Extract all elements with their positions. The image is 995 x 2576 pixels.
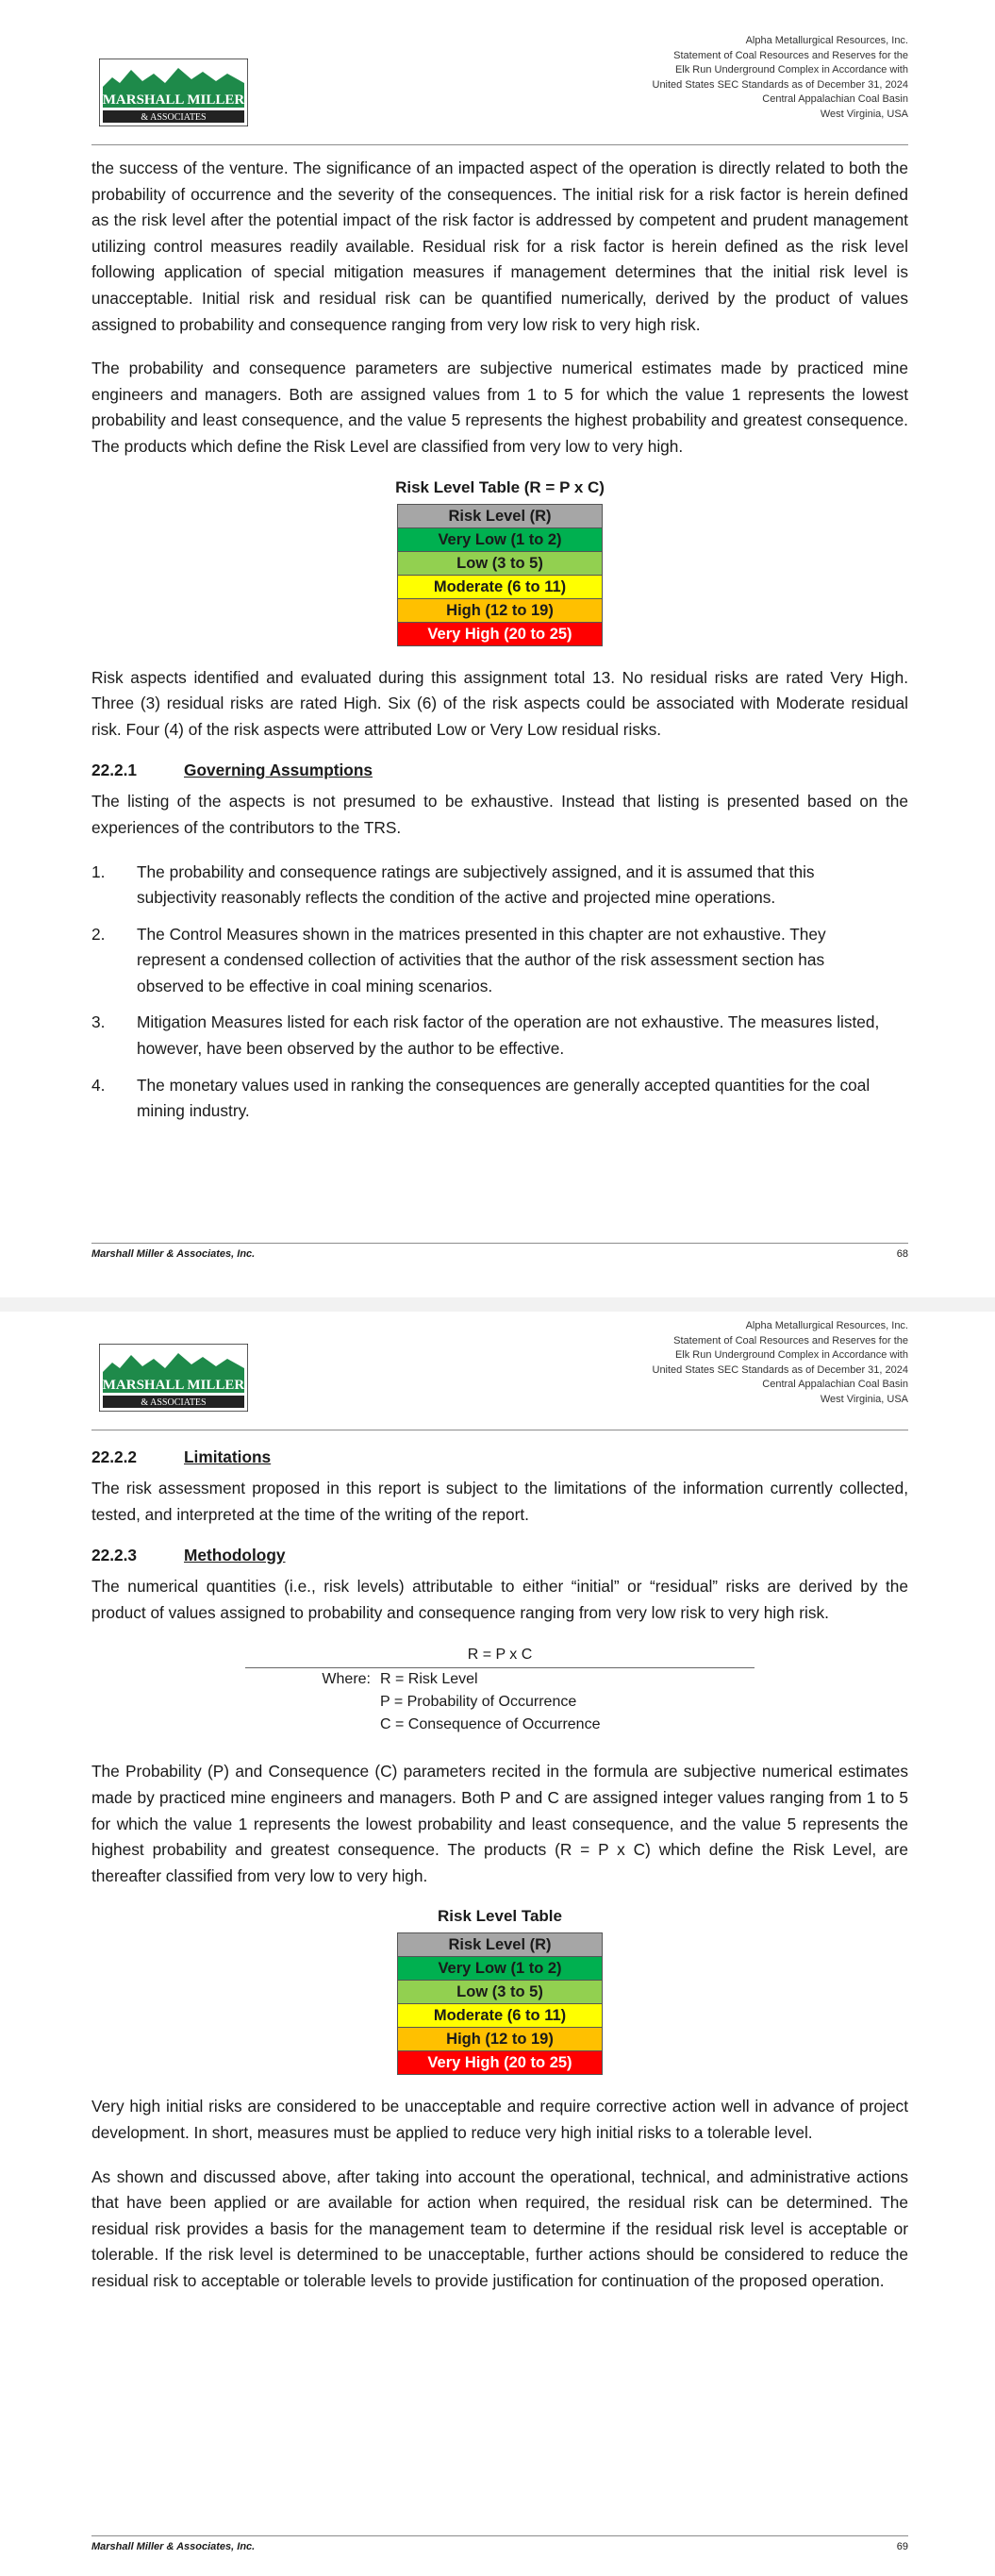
header-address	[653, 1319, 909, 1408]
paragraph: The listing of the aspects is not presumed to be exhaustive. Instead that listing is presented based on the experiences of the contributors to the TRS.	[91, 792, 908, 837]
svg-text:& ASSOCIATES: & ASSOCIATES	[141, 1397, 207, 1408]
list-item	[91, 922, 908, 1000]
header-line: Alpha Metallurgical Resources, Inc.	[745, 35, 908, 46]
page-header	[91, 1319, 908, 1432]
list-item	[91, 860, 908, 912]
paragraph: Risk aspects identified and evaluated during this assignment total 13. No residual risks are rated Very High. Three (3) residual risks are rated High. Six (6) of the risk aspects could be associated with Moderate residual risk. Four (4) of the risk aspects were attributed Low or Very Low residual risks.	[91, 667, 908, 739]
page-footer	[91, 2535, 908, 2555]
list-text: The Control Measures shown in the matrices presented in this chapter are not exhaustive. They represent a condensed collection of activities that the author of the risk assessment section has observed to be effective in coal mining scenarios.	[137, 924, 826, 995]
table-title: Risk Level Table	[438, 1907, 562, 1926]
risk-low: Low (3 to 5)	[398, 1981, 603, 2004]
risk-level-table	[397, 1932, 603, 2075]
list-item	[91, 1010, 908, 1062]
table-title: Risk Level Table (R = P x C)	[395, 477, 605, 496]
paragraph: Very high initial risks are considered to be unacceptable and require corrective action well in advance of project development. In short, measures must be applied to reduce very high initial risks to a tolerable level.	[91, 2097, 908, 2142]
header-line: Elk Run Underground Complex in Accordance with	[674, 64, 908, 76]
section-number: 22.2.3	[91, 1546, 138, 1565]
page-body	[91, 156, 908, 1135]
svg-text:MARSHALL MILLER: MARSHALL MILLER	[102, 1378, 245, 1393]
footer-firm: Marshall Miller & Associates, Inc.	[91, 2541, 256, 2552]
risk-table-header: Risk Level (R)	[398, 504, 603, 527]
header-line: Central Appalachian Coal Basin	[762, 1379, 908, 1391]
svg-text:MARSHALL MILLER: MARSHALL MILLER	[102, 92, 245, 108]
paragraph: The risk assessment proposed in this report is subject to the limitations of the information currently collected, tested, and interpreted at the time of the writing of the report.	[91, 1479, 908, 1524]
section-title: Methodology	[184, 1546, 286, 1565]
list-text: Mitigation Measures listed for each risk factor of the operation are not exhaustive. The measures listed, however, have been observed by the author to be effective.	[137, 1012, 880, 1059]
page-number: 69	[896, 2541, 908, 2552]
page-body	[91, 1447, 908, 2313]
paragraph: the success of the venture. The significance of an impacted aspect of the operation is directly related to both the probability of occurrence and the severity of the consequences. The initial risk for a risk factor is herein defined as the risk level after the potential impact of the risk factor is addressed by competent and prudent management utilizing control measures readily available. Residual risk for a risk factor is herein defined as the risk level following application of special mitigation measures if management determines that the initial risk level is unacceptable. Initial risk and residual risk can be quantified numerically, derived by the product of values assigned to probability and consequence ranging from very low risk to very high risk.	[91, 159, 908, 334]
risk-moderate: Moderate (6 to 11)	[398, 2004, 603, 2028]
svg-text:& ASSOCIATES: & ASSOCIATES	[141, 112, 207, 123]
header-line: West Virginia, USA	[820, 108, 908, 120]
paragraph: The probability and consequence parameters are subjective numerical estimates made by practiced mine engineers and managers. Both are assigned values from 1 to 5 for which the value 1 represents the lowest probability and least consequence, and the value 5 represents the highest probability and greatest consequence. The products which define the Risk Level are classified from very low to very high.	[91, 359, 908, 456]
section-heading	[91, 1546, 908, 1565]
section-title: Governing Assumptions	[184, 761, 373, 780]
list-text: The monetary values used in ranking the consequences are generally accepted quantities for the coal mining industry.	[137, 1075, 871, 1121]
company-logo	[99, 59, 248, 126]
risk-moderate: Moderate (6 to 11)	[398, 575, 603, 598]
formula-definition: R = Risk Level	[380, 1671, 478, 1688]
risk-formula	[245, 1644, 755, 1736]
formula-equation: R = P x C	[245, 1644, 755, 1668]
section-title: Limitations	[184, 1447, 272, 1466]
risk-level-table	[397, 504, 603, 646]
risk-high: High (12 to 19)	[398, 598, 603, 622]
header-line: Elk Run Underground Complex in Accordance with	[674, 1349, 908, 1362]
header-line: Alpha Metallurgical Resources, Inc.	[745, 1320, 908, 1331]
footer-firm: Marshall Miller & Associates, Inc.	[91, 1248, 256, 1260]
page-header	[91, 34, 908, 147]
paragraph: As shown and discussed above, after taking into account the operational, technical, and administrative actions that have been applied or are available for action when required, the residual risk can be determined. The residual risk provides a basis for the management team to determine if the residual risk level is acceptable or tolerable. If the risk level is determined to be unacceptable, further actions should be considered to reduce the residual risk to acceptable or tolerable levels to provide justification for continuation of the proposed operation.	[91, 2166, 908, 2290]
list-text: The probability and consequence ratings are subjectively assigned, and it is assumed that this subjectivity reasonably reflects the condition of the active and projected mine operations.	[137, 861, 815, 908]
formula-definition: P = Probability of Occurrence	[380, 1694, 577, 1711]
risk-very-low: Very Low (1 to 2)	[398, 527, 603, 551]
list-number: 4.	[91, 1075, 106, 1095]
header-divider	[91, 144, 908, 145]
risk-high: High (12 to 19)	[398, 2028, 603, 2051]
risk-very-low: Very Low (1 to 2)	[398, 1957, 603, 1981]
list-number: 3.	[91, 1012, 106, 1032]
assumptions-list	[91, 860, 908, 1125]
risk-low: Low (3 to 5)	[398, 551, 603, 575]
formula-where: Where:	[322, 1671, 371, 1688]
paragraph: The numerical quantities (i.e., risk levels) attributable to either “initial” or “residual” risks are derived by the product of values assigned to probability and consequence ranging from very low risk to very high risk.	[91, 1577, 908, 1622]
header-line: Statement of Coal Resources and Reserves for the	[673, 1334, 908, 1347]
section-heading	[91, 761, 908, 780]
section-heading	[91, 1447, 908, 1467]
company-logo	[99, 1344, 248, 1412]
list-item	[91, 1073, 908, 1125]
header-line: West Virginia, USA	[820, 1393, 908, 1405]
formula-definition: C = Consequence of Occurrence	[380, 1716, 601, 1733]
header-address	[653, 34, 909, 123]
list-number: 2.	[91, 924, 106, 944]
section-number: 22.2.1	[91, 761, 138, 780]
page-69	[0, 1312, 995, 2576]
list-number: 1.	[91, 861, 106, 881]
header-line: United States SEC Standards as of December 31, 2024	[652, 78, 908, 91]
page-footer	[91, 1243, 908, 1263]
header-line: Statement of Coal Resources and Reserves for the	[673, 49, 908, 61]
header-line: Central Appalachian Coal Basin	[762, 93, 908, 106]
header-line: United States SEC Standards as of December 31, 2024	[652, 1363, 908, 1376]
section-number: 22.2.2	[91, 1447, 138, 1466]
risk-table-header: Risk Level (R)	[398, 1933, 603, 1957]
risk-very-high: Very High (20 to 25)	[398, 2051, 603, 2075]
risk-very-high: Very High (20 to 25)	[398, 622, 603, 645]
paragraph: The Probability (P) and Consequence (C) parameters recited in the formula are subjective numerical estimates made by practiced mine engineers and managers. Both P and C are assigned integer values ranging from 1 to 5 for which the value 1 represents the lowest probability and least consequence, and the value 5 represents the highest probability and greatest consequence. The products (R = P x C) which define the Risk Level, are thereafter classified from very low to very high.	[91, 1762, 908, 1885]
page-number: 68	[896, 1248, 908, 1260]
